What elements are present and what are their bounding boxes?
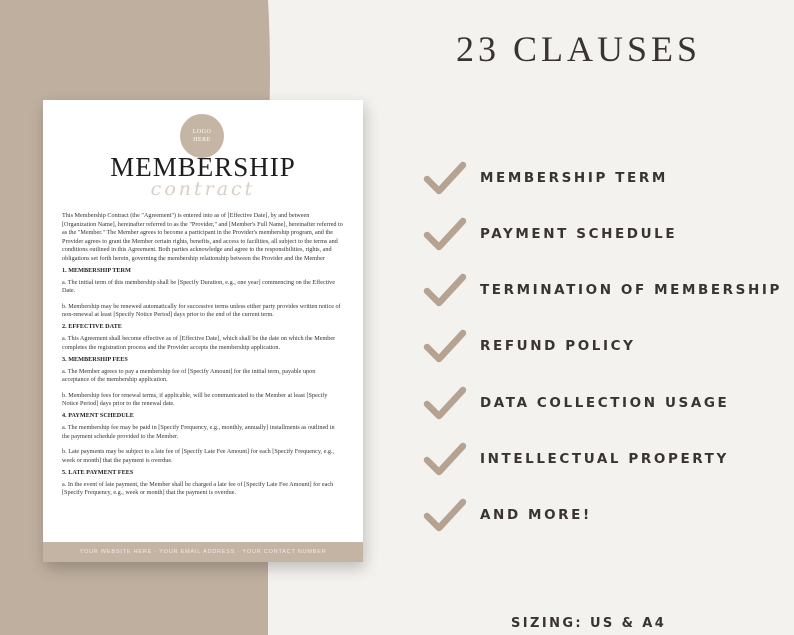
sizing-note: SIZING: US & A4 bbox=[511, 616, 667, 631]
section-paragraph: b. Membership fees for renewal terms, if applicable, will be communicated to the Member at least [Specify Notice Period] days prior to the renewal date. bbox=[62, 391, 328, 407]
section-paragraph: a. In the event of late payment, the Member shall be charged a late fee of [Specify Late Fee Amount] for each [Specify Frequency, e.g., week or month] that the payment is overdue. bbox=[62, 480, 334, 496]
logo-text-line2: HERE bbox=[193, 137, 211, 143]
section-heading: 4. PAYMENT SCHEDULE bbox=[62, 412, 134, 419]
headline: 23 CLAUSES bbox=[456, 29, 702, 69]
section-heading: 1. MEMBERSHIP TERM bbox=[62, 266, 131, 274]
section-heading: 5. LATE PAYMENT FEES bbox=[62, 468, 134, 476]
clause-label: DATA COLLECTION USAGE bbox=[480, 395, 730, 411]
section-paragraph: b. Membership may be renewed automatically for successive terms unless either party provides written notice of non-renewal at least [Specify Notice Period] days prior to the end of the current term. bbox=[62, 302, 341, 318]
clause-item bbox=[422, 383, 794, 423]
clause-item bbox=[422, 326, 794, 366]
section-paragraph: b. Late payments may be subject to a late fee of [Specify Late Fee Amount] for each [Specify Frequency, e.g., week or month] that the payment is overdue. bbox=[62, 448, 335, 464]
section-paragraph: a. The Member agrees to pay a membership fee of [Specify Amount] for the initial term, payable upon acceptance of the membership application. bbox=[62, 367, 316, 383]
checkmark-icon bbox=[422, 383, 468, 423]
clause-label: PAYMENT SCHEDULE bbox=[480, 226, 678, 242]
checkmark-icon bbox=[422, 214, 468, 254]
clause-item bbox=[422, 158, 794, 198]
contract-document-preview bbox=[43, 100, 363, 562]
section-paragraph: a. The membership fee may be paid in [Specify Frequency, e.g., monthly, annually] installments as outlined in the payment schedule provided to the Member. bbox=[62, 424, 335, 440]
clause-item bbox=[422, 495, 794, 535]
section-paragraph: a. This Agreement shall become effective as of [Effective Date], which shall be the date on which the Member completes the registration process and the Provider accepts the membership application. bbox=[62, 335, 336, 351]
document-subtitle: contract bbox=[150, 178, 256, 200]
checkmark-icon bbox=[422, 158, 468, 198]
clause-label: REFUND POLICY bbox=[480, 338, 636, 354]
clause-label: AND MORE! bbox=[480, 507, 592, 523]
clause-label: MEMBERSHIP TERM bbox=[480, 170, 668, 186]
document-body bbox=[62, 212, 343, 501]
checkmark-icon bbox=[422, 495, 468, 535]
checkmark-icon bbox=[422, 326, 468, 366]
section-heading: 3. MEMBERSHIP FEES bbox=[62, 355, 128, 363]
checkmark-icon bbox=[422, 439, 468, 479]
document-title: MEMBERSHIP bbox=[110, 152, 296, 182]
clause-item bbox=[422, 439, 794, 479]
document-footer: YOUR WEBSITE HERE · YOUR EMAIL ADDRESS · YOUR CONTACT NUMBER bbox=[43, 542, 363, 562]
clause-item bbox=[422, 270, 794, 310]
section-paragraph: a. The initial term of this membership shall be [Specify Duration, e.g., one year] commencing on the Effective Date. bbox=[62, 278, 335, 294]
clause-label: INTELLECTUAL PROPERTY bbox=[480, 451, 729, 467]
clause-label: TERMINATION OF MEMBERSHIP bbox=[480, 282, 783, 298]
clause-item bbox=[422, 214, 794, 254]
checkmark-icon bbox=[422, 270, 468, 310]
intro-paragraph: This Membership Contract (the "Agreement") is entered into as of [Effective Date], by and between [Organization Name], hereinafter referred to as the "Provider," and [Member's Full Name], hereinafter referred to as the "Member." The Member agrees to become a participant in the Provider's membership program, and the Provider agrees to grant the Member certain rights, benefits, and access to facilities, all subject to the terms and conditions outlined in this Agreement. Both parties acknowledge and agree to the responsibilities, rights, and obligations set forth herein, governing the membership relationship between the Provider and the Member bbox=[62, 212, 343, 262]
section-heading: 2. EFFECTIVE DATE bbox=[62, 323, 122, 330]
logo-text-line1: LOGO bbox=[192, 129, 212, 135]
